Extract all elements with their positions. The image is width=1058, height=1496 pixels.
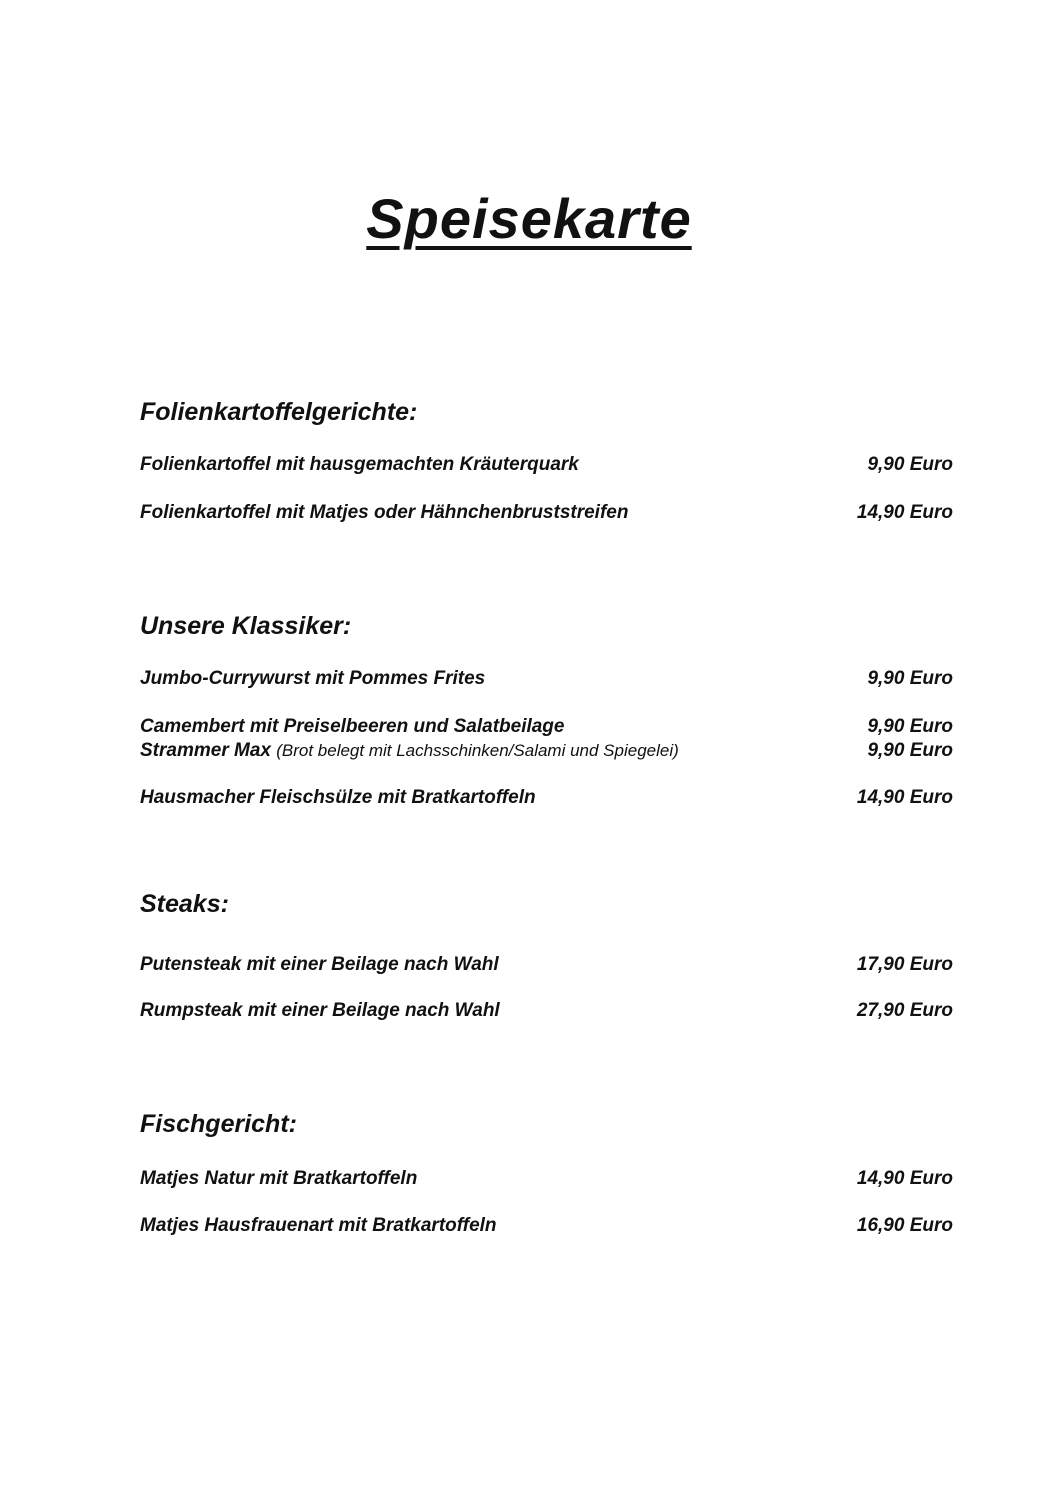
section-heading: Folienkartoffelgerichte:	[140, 398, 418, 426]
item-name-wrap	[140, 740, 679, 762]
item-name: Strammer Max	[140, 740, 271, 761]
item-price: 27,90 Euro	[856, 1000, 953, 1021]
menu-item	[0, 740, 1058, 764]
item-name: Folienkartoffel mit Matjes oder Hähnchenbruststreifen	[140, 502, 629, 523]
menu-item	[0, 502, 1058, 526]
section-heading: Steaks:	[140, 890, 229, 918]
page-title: Speisekarte	[366, 187, 692, 250]
menu-item	[0, 716, 1058, 740]
section-heading: Unsere Klassiker:	[140, 612, 352, 640]
item-name: Jumbo-Currywurst mit Pommes Frites	[140, 668, 486, 689]
item-price: 9,90 Euro	[867, 454, 953, 475]
item-price: 9,90 Euro	[867, 716, 953, 737]
item-price: 14,90 Euro	[856, 787, 953, 808]
menu-item	[0, 1168, 1058, 1192]
item-price: 9,90 Euro	[867, 668, 953, 689]
item-name: Matjes Natur mit Bratkartoffeln	[140, 1168, 418, 1189]
item-name: Putensteak mit einer Beilage nach Wahl	[140, 954, 499, 975]
menu-item	[0, 1215, 1058, 1239]
item-price: 17,90 Euro	[856, 954, 953, 975]
item-name: Rumpsteak mit einer Beilage nach Wahl	[140, 1000, 500, 1021]
menu-item	[0, 1000, 1058, 1024]
item-name: Camembert mit Preiselbeeren und Salatbeilage	[140, 716, 565, 737]
item-price: 14,90 Euro	[856, 502, 953, 523]
item-price: 9,90 Euro	[867, 740, 953, 761]
menu-item	[0, 954, 1058, 978]
section-heading: Fischgericht:	[140, 1110, 297, 1138]
item-note: (Brot belegt mit Lachsschinken/Salami und Spiegelei)	[276, 741, 679, 760]
item-name: Hausmacher Fleischsülze mit Bratkartoffeln	[140, 787, 536, 808]
menu-item	[0, 787, 1058, 811]
menu-item	[0, 668, 1058, 692]
menu-item	[0, 454, 1058, 478]
item-name: Folienkartoffel mit hausgemachten Kräuterquark	[140, 454, 579, 475]
item-price: 14,90 Euro	[856, 1168, 953, 1189]
item-name: Matjes Hausfrauenart mit Bratkartoffeln	[140, 1215, 497, 1236]
item-price: 16,90 Euro	[856, 1215, 953, 1236]
